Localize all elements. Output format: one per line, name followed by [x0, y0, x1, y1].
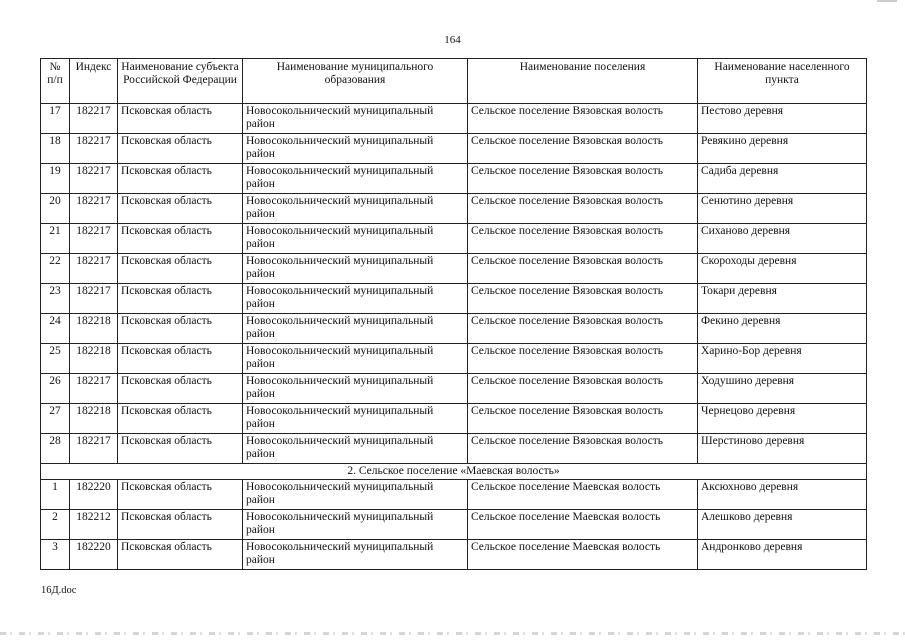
- scan-edge-artifact: [0, 632, 905, 635]
- row-municipality: Новосокольнический муниципальный район: [243, 284, 468, 314]
- row-number: 2: [41, 510, 70, 540]
- header-settlement: Наименование поселения: [468, 59, 698, 104]
- row-index: 182217: [70, 284, 118, 314]
- table-row: [41, 510, 867, 540]
- row-index: 182217: [70, 134, 118, 164]
- table-row: [41, 134, 867, 164]
- settlements-table: [40, 58, 867, 570]
- row-locality: Садиба деревня: [698, 164, 867, 194]
- row-region: Псковская область: [118, 374, 243, 404]
- header-num: № п/п: [41, 59, 70, 104]
- row-number: 3: [41, 540, 70, 570]
- row-municipality: Новосокольнический муниципальный район: [243, 540, 468, 570]
- table-row: [41, 540, 867, 570]
- header-municipality: Наименование муниципального образования: [243, 59, 468, 104]
- footer-filename: 16Д.doc: [41, 585, 77, 596]
- row-settlement: Сельское поселение Вязовская волость: [468, 164, 698, 194]
- row-municipality: Новосокольнический муниципальный район: [243, 134, 468, 164]
- table-row: [41, 224, 867, 254]
- row-municipality: Новосокольнический муниципальный район: [243, 404, 468, 434]
- row-index: 182220: [70, 540, 118, 570]
- row-settlement: Сельское поселение Вязовская волость: [468, 314, 698, 344]
- scan-corner-artifact: [877, 0, 897, 2]
- row-index: 182217: [70, 254, 118, 284]
- row-region: Псковская область: [118, 510, 243, 540]
- row-index: 182217: [70, 194, 118, 224]
- row-locality: Шерстиново деревня: [698, 434, 867, 464]
- row-number: 22: [41, 254, 70, 284]
- row-number: 18: [41, 134, 70, 164]
- row-municipality: Новосокольнический муниципальный район: [243, 164, 468, 194]
- row-number: 1: [41, 480, 70, 510]
- row-locality: Скороходы деревня: [698, 254, 867, 284]
- row-settlement: Сельское поселение Вязовская волость: [468, 434, 698, 464]
- table-row: [41, 164, 867, 194]
- row-locality: Чернецово деревня: [698, 404, 867, 434]
- row-settlement: Сельское поселение Маевская волость: [468, 480, 698, 510]
- row-municipality: Новосокольнический муниципальный район: [243, 344, 468, 374]
- row-locality: Аксюхново деревня: [698, 480, 867, 510]
- header-index: Индекс: [70, 59, 118, 104]
- row-index: 182217: [70, 434, 118, 464]
- row-settlement: Сельское поселение Вязовская волость: [468, 284, 698, 314]
- table-row: [41, 254, 867, 284]
- row-settlement: Сельское поселение Вязовская волость: [468, 344, 698, 374]
- page-number: 164: [444, 34, 461, 46]
- row-settlement: Сельское поселение Маевская волость: [468, 540, 698, 570]
- row-region: Псковская область: [118, 434, 243, 464]
- table-row: [41, 404, 867, 434]
- row-locality: Токари деревня: [698, 284, 867, 314]
- row-locality: Сенютино деревня: [698, 194, 867, 224]
- row-municipality: Новосокольнический муниципальный район: [243, 104, 468, 134]
- row-region: Псковская область: [118, 194, 243, 224]
- row-index: 182217: [70, 164, 118, 194]
- header-region: Наименование субъекта Российской Федерации: [118, 59, 243, 104]
- table-row: [41, 314, 867, 344]
- row-region: Псковская область: [118, 164, 243, 194]
- row-locality: Алешково деревня: [698, 510, 867, 540]
- section-heading-row: [41, 464, 867, 480]
- row-locality: Ревякино деревня: [698, 134, 867, 164]
- row-settlement: Сельское поселение Вязовская волость: [468, 194, 698, 224]
- row-number: 28: [41, 434, 70, 464]
- row-settlement: Сельское поселение Вязовская волость: [468, 404, 698, 434]
- header-locality: Наименование населенного пункта: [698, 59, 867, 104]
- row-settlement: Сельское поселение Вязовская волость: [468, 104, 698, 134]
- row-number: 17: [41, 104, 70, 134]
- row-number: 21: [41, 224, 70, 254]
- table-body: [41, 104, 867, 570]
- table-row: [41, 480, 867, 510]
- row-region: Псковская область: [118, 254, 243, 284]
- row-index: 182220: [70, 480, 118, 510]
- row-region: Псковская область: [118, 314, 243, 344]
- row-index: 182217: [70, 104, 118, 134]
- row-region: Псковская область: [118, 104, 243, 134]
- row-settlement: Сельское поселение Вязовская волость: [468, 224, 698, 254]
- row-region: Псковская область: [118, 134, 243, 164]
- row-index: 182218: [70, 404, 118, 434]
- row-locality: Андронково деревня: [698, 540, 867, 570]
- table-row: [41, 284, 867, 314]
- row-settlement: Сельское поселение Маевская волость: [468, 510, 698, 540]
- row-municipality: Новосокольнический муниципальный район: [243, 434, 468, 464]
- row-number: 26: [41, 374, 70, 404]
- row-number: 19: [41, 164, 70, 194]
- row-settlement: Сельское поселение Вязовская волость: [468, 374, 698, 404]
- row-index: 182218: [70, 344, 118, 374]
- row-region: Псковская область: [118, 224, 243, 254]
- table-row: [41, 104, 867, 134]
- row-locality: Харино-Бор деревня: [698, 344, 867, 374]
- table-row: [41, 344, 867, 374]
- row-municipality: Новосокольнический муниципальный район: [243, 480, 468, 510]
- row-municipality: Новосокольнический муниципальный район: [243, 314, 468, 344]
- row-region: Псковская область: [118, 344, 243, 374]
- table-row: [41, 194, 867, 224]
- row-region: Псковская область: [118, 404, 243, 434]
- row-number: 20: [41, 194, 70, 224]
- row-index: 182217: [70, 374, 118, 404]
- row-number: 23: [41, 284, 70, 314]
- row-municipality: Новосокольнический муниципальный район: [243, 224, 468, 254]
- section-heading: 2. Сельское поселение «Маевская волость»: [41, 464, 867, 480]
- row-index: 182217: [70, 224, 118, 254]
- row-municipality: Новосокольнический муниципальный район: [243, 510, 468, 540]
- table-row: [41, 434, 867, 464]
- row-settlement: Сельское поселение Вязовская волость: [468, 134, 698, 164]
- row-number: 25: [41, 344, 70, 374]
- row-number: 24: [41, 314, 70, 344]
- row-region: Псковская область: [118, 480, 243, 510]
- row-settlement: Сельское поселение Вязовская волость: [468, 254, 698, 284]
- row-index: 182212: [70, 510, 118, 540]
- row-index: 182218: [70, 314, 118, 344]
- row-locality: Фекино деревня: [698, 314, 867, 344]
- table-row: [41, 374, 867, 404]
- row-region: Псковская область: [118, 284, 243, 314]
- row-locality: Ходушино деревня: [698, 374, 867, 404]
- row-locality: Пестово деревня: [698, 104, 867, 134]
- row-municipality: Новосокольнический муниципальный район: [243, 254, 468, 284]
- row-municipality: Новосокольнический муниципальный район: [243, 374, 468, 404]
- row-number: 27: [41, 404, 70, 434]
- row-locality: Сиханово деревня: [698, 224, 867, 254]
- table-header-row: [41, 59, 867, 104]
- row-municipality: Новосокольнический муниципальный район: [243, 194, 468, 224]
- row-region: Псковская область: [118, 540, 243, 570]
